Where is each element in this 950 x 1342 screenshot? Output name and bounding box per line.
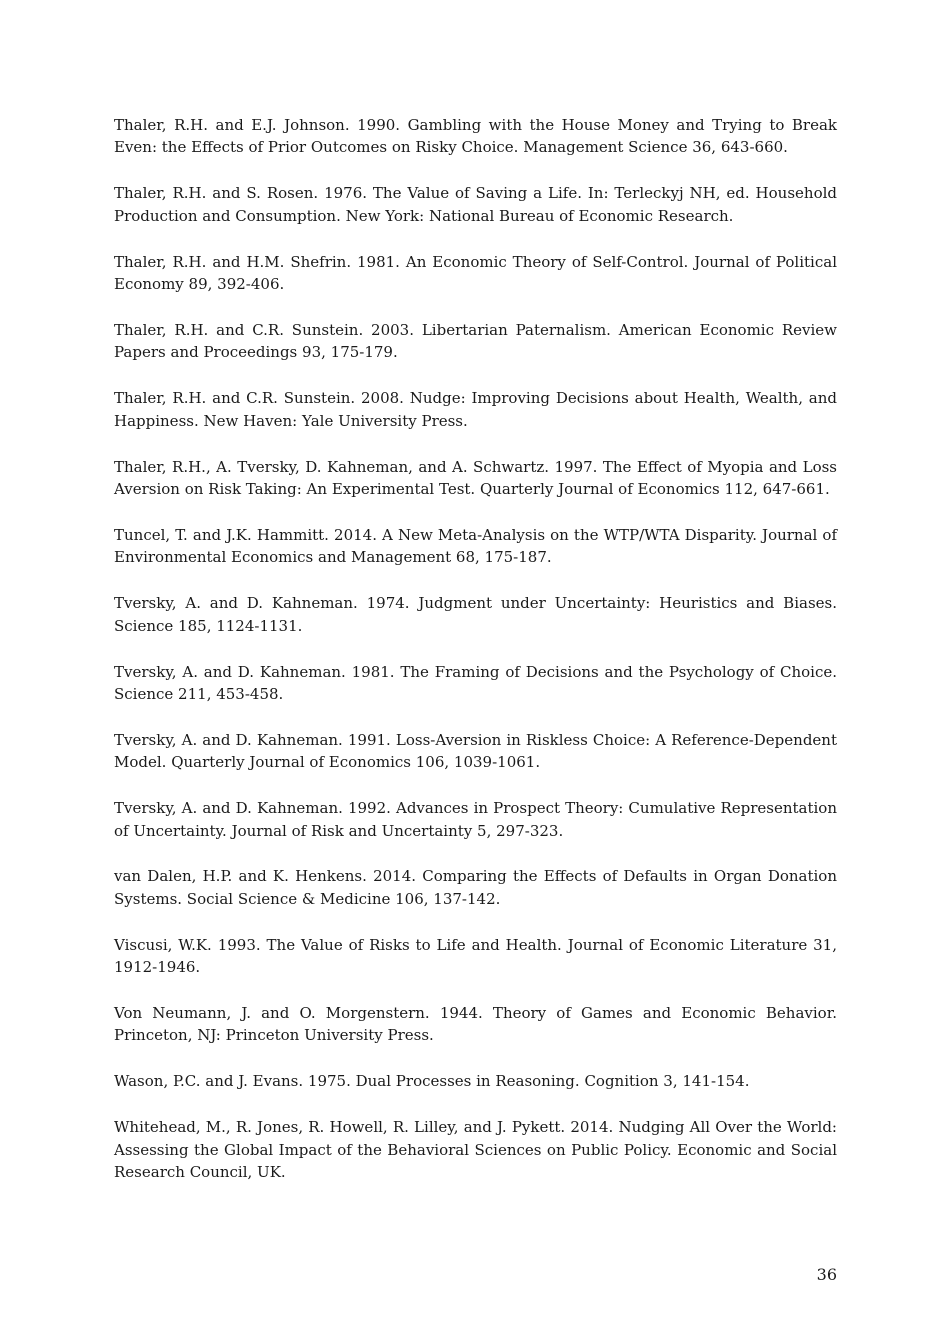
reference-entry: Thaler, R.H. and C.R. Sunstein. 2008. Nudge: Improving Decisions about Health, Wealth, and Happiness. New Haven: Yale University Press. bbox=[114, 389, 837, 430]
reference-entry: Tversky, A. and D. Kahneman. 1981. The Framing of Decisions and the Psychology of Choice. Science 211, 453-458. bbox=[114, 662, 837, 703]
reference-entry: Tuncel, T. and J.K. Hammitt. 2014. A New Meta-Analysis on the WTP/WTA Disparity. Journal of Environmental Economics and Management 68, 175-187. bbox=[114, 525, 837, 567]
reference-entry: Viscusi, W.K. 1993. The Value of Risks to Life and Health. Journal of Economic Literature 31, 1912-1946. bbox=[114, 935, 837, 977]
reference-entry: Von Neumann, J. and O. Morgenstern. 1944. Theory of Games and Economic Behavior. Princeton, NJ: Princeton University Press. bbox=[114, 1004, 837, 1045]
reference-entry: Wason, P.C. and J. Evans. 1975. Dual Processes in Reasoning. Cognition 3, 141-154. bbox=[114, 1072, 750, 1091]
reference-list bbox=[114, 114, 837, 1207]
reference-entry: Tversky, A. and D. Kahneman. 1992. Advances in Prospect Theory: Cumulative Representation of Uncertainty. Journal of Risk and Uncertainty 5, 297-323. bbox=[114, 799, 837, 840]
reference-entry: Thaler, R.H. and E.J. Johnson. 1990. Gambling with the House Money and Trying to Break Even: the Effects of Prior Outcomes on Risky Choice. Management Science 36, 643-660. bbox=[114, 116, 837, 157]
reference-entry: Tversky, A. and D. Kahneman. 1974. Judgment under Uncertainty: Heuristics and Biases. Science 185, 1124-1131. bbox=[114, 594, 837, 635]
reference-entry: Thaler, R.H. and C.R. Sunstein. 2003. Libertarian Paternalism. American Economic Review Papers and Proceedings 93, 175-179. bbox=[114, 320, 837, 362]
reference-entry: Thaler, R.H., A. Tversky, D. Kahneman, and A. Schwartz. 1997. The Effect of Myopia and Loss Aversion on Risk Taking: An Experimental Test. Quarterly Journal of Economics 112, 647-661. bbox=[114, 457, 837, 498]
reference-entry: Whitehead, M., R. Jones, R. Howell, R. Lilley, and J. Pykett. 2014. Nudging All Over the World: Assessing the Global Impact of the Behavioral Sciences on Public Policy. Economic and Social Research Council, UK. bbox=[114, 1118, 837, 1182]
page-number: 36 bbox=[816, 1265, 837, 1284]
reference-entry: van Dalen, H.P. and K. Henkens. 2014. Comparing the Effects of Defaults in Organ Donation Systems. Social Science & Medicine 106, 137-142. bbox=[114, 867, 837, 908]
reference-entry: Thaler, R.H. and H.M. Shefrin. 1981. An Economic Theory of Self-Control. Journal of Political Economy 89, 392-406. bbox=[114, 252, 837, 294]
reference-entry: Tversky, A. and D. Kahneman. 1991. Loss-Aversion in Riskless Choice: A Reference-Dependent Model. Quarterly Journal of Economics 106, 1039-1061. bbox=[114, 730, 837, 772]
reference-entry: Thaler, R.H. and S. Rosen. 1976. The Value of Saving a Life. In: Terleckyj NH, ed. Household Production and Consumption. New York: National Bureau of Economic Research. bbox=[114, 184, 837, 225]
